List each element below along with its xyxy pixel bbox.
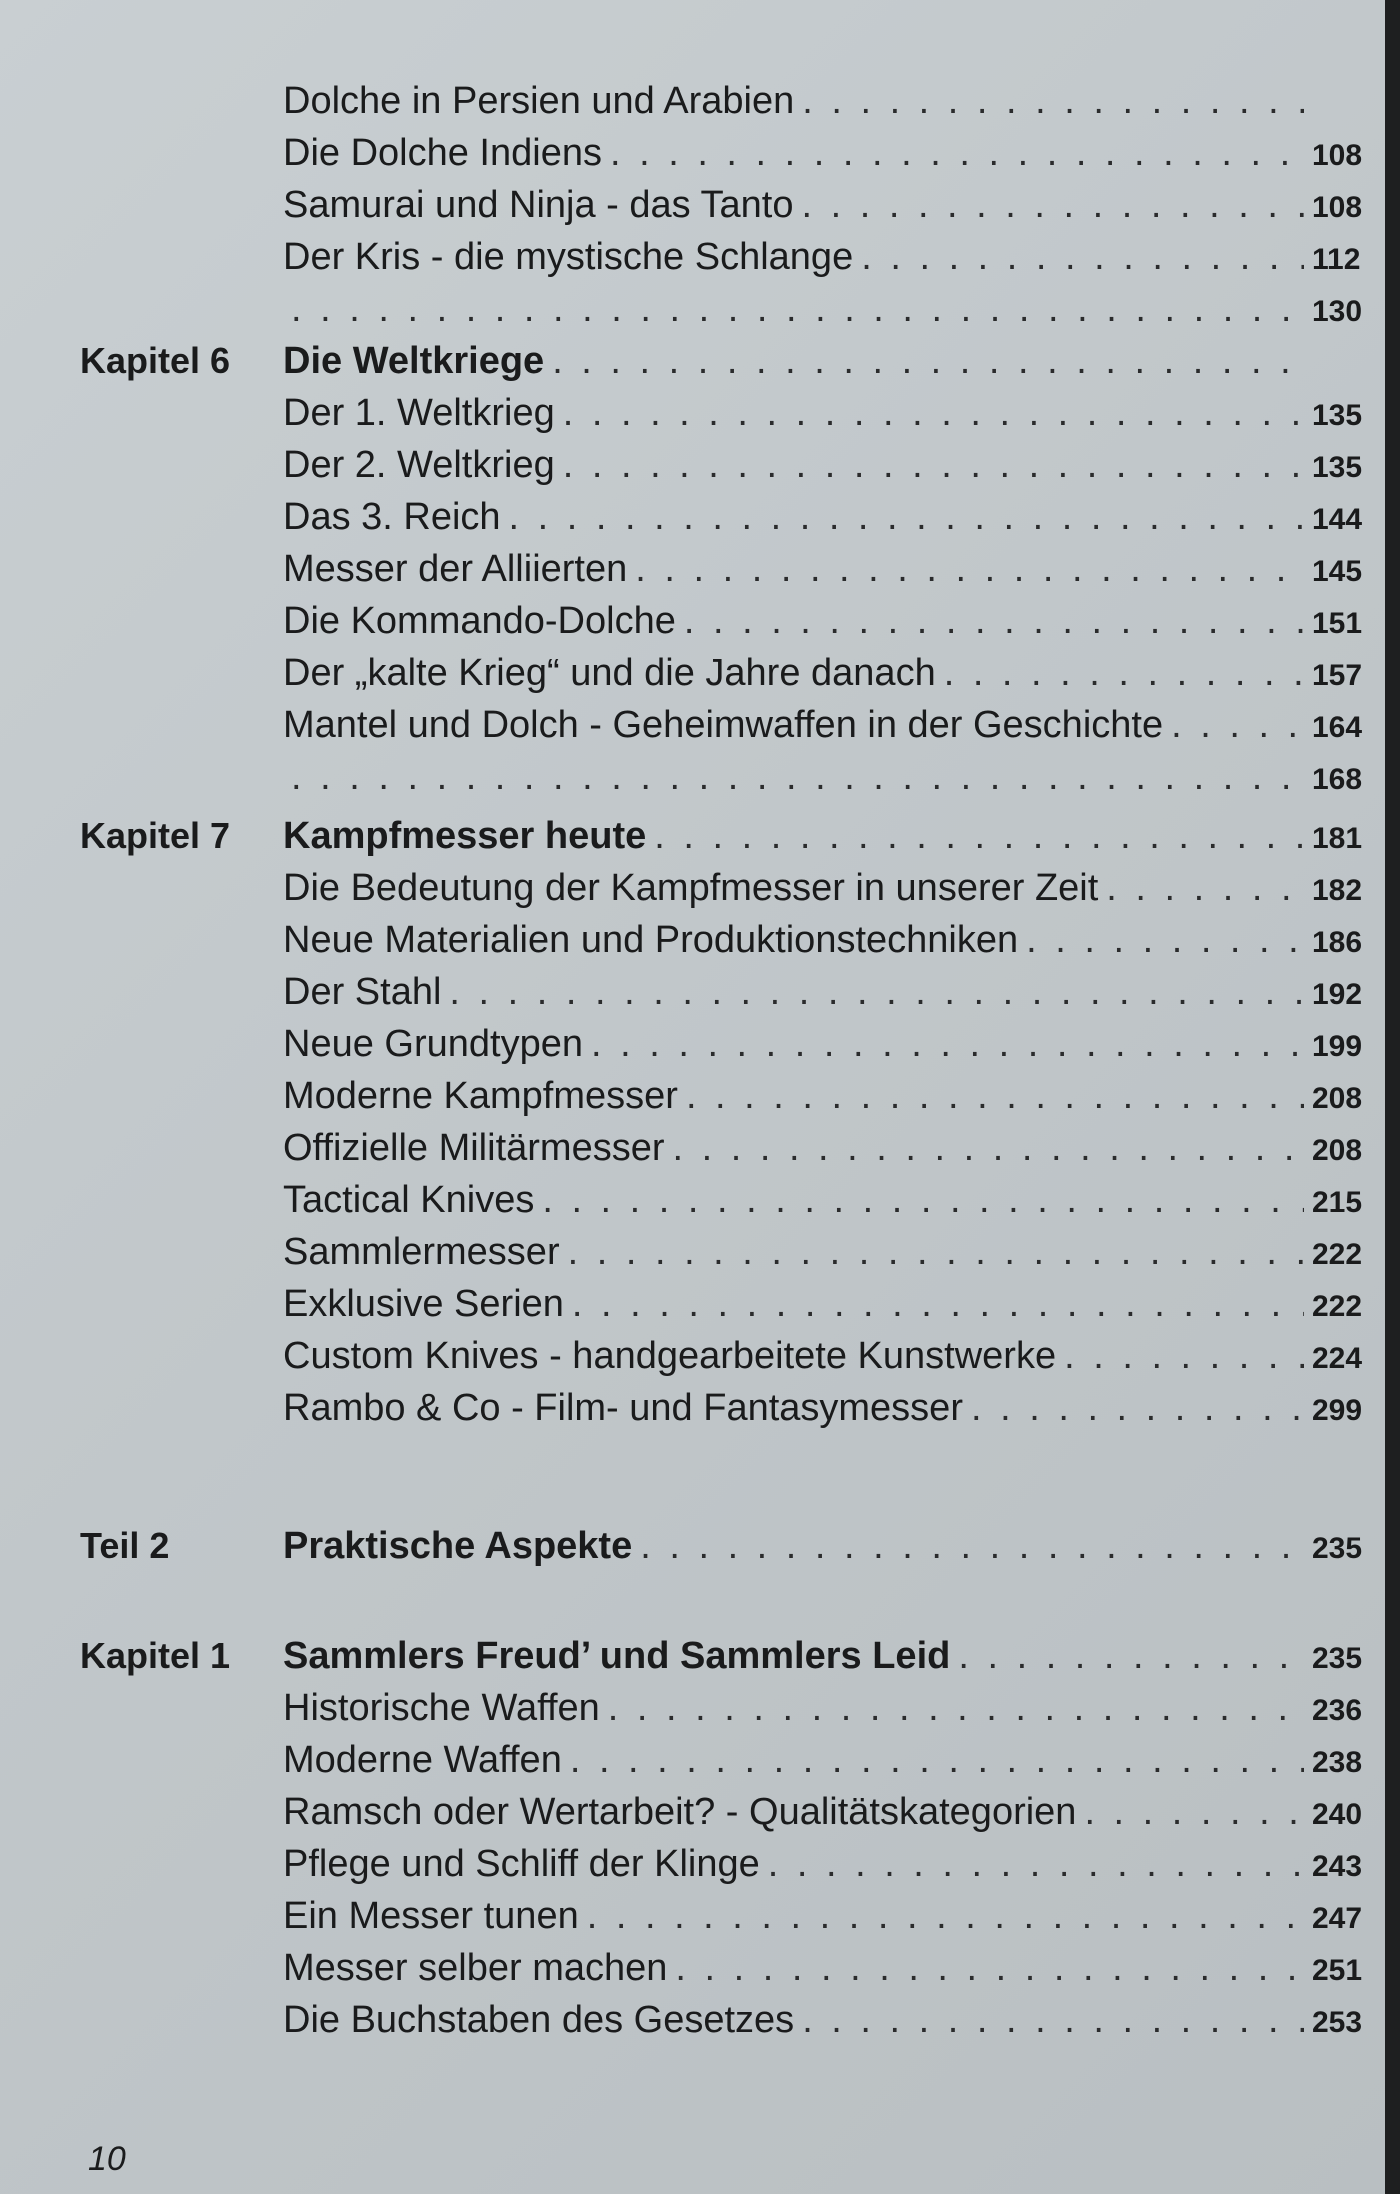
entry-line bbox=[283, 1226, 1363, 1281]
toc-entry bbox=[0, 1070, 1385, 1122]
chapter-label: Kapitel 7 bbox=[80, 815, 231, 856]
entry-page-number: 168 bbox=[1312, 763, 1363, 796]
entry-page-number: 199 bbox=[1312, 1030, 1363, 1063]
entry-page-number: 215 bbox=[1312, 1186, 1363, 1219]
entry-line bbox=[283, 1786, 1363, 1841]
dot-leader bbox=[672, 1122, 1304, 1174]
entry-title: Der Stahl bbox=[283, 971, 442, 1013]
toc-entry bbox=[0, 1786, 1385, 1838]
entry-line bbox=[283, 543, 1363, 598]
entry-line bbox=[283, 595, 1363, 650]
entry-page-number: 222 bbox=[1312, 1238, 1363, 1271]
entry-title: Die Bedeutung der Kampfmesser in unserer Zeit bbox=[283, 867, 1099, 909]
entry-title: Die Dolche Indiens bbox=[283, 132, 602, 174]
entry-line bbox=[283, 966, 1363, 1021]
toc-entry bbox=[0, 1226, 1385, 1278]
dot-leader bbox=[640, 1520, 1304, 1572]
dot-leader bbox=[591, 1018, 1304, 1070]
entry-line bbox=[283, 914, 1363, 969]
entry-line bbox=[283, 1838, 1363, 1893]
entry-line bbox=[283, 179, 1363, 234]
entry-line bbox=[283, 1330, 1363, 1385]
toc-entry bbox=[0, 966, 1385, 1018]
dot-leader bbox=[563, 387, 1304, 439]
entry-page-number: 145 bbox=[1312, 555, 1363, 588]
entry-title: Kampfmesser heute bbox=[283, 815, 647, 857]
dot-leader bbox=[608, 1682, 1304, 1734]
toc-entry bbox=[0, 810, 1385, 862]
entry-line bbox=[283, 1994, 1363, 2049]
entry-line bbox=[283, 75, 1360, 127]
entry-title: Dolche in Persien und Arabien bbox=[283, 80, 795, 122]
entry-title: Messer der Alliierten bbox=[283, 548, 628, 590]
entry-line bbox=[283, 283, 1363, 338]
toc-entry bbox=[0, 1734, 1385, 1786]
dot-leader bbox=[958, 1630, 1304, 1682]
page-number: 10 bbox=[88, 2140, 126, 2178]
dot-leader bbox=[1026, 914, 1304, 966]
entry-line bbox=[283, 1382, 1363, 1437]
entry-page-number: 192 bbox=[1312, 978, 1363, 1011]
dot-leader bbox=[802, 1994, 1304, 2046]
entry-title: Der „kalte Krieg“ und die Jahre danach bbox=[283, 652, 936, 694]
dot-leader bbox=[802, 75, 1304, 127]
entry-page-number: 108 bbox=[1312, 191, 1363, 224]
dot-leader bbox=[768, 1838, 1304, 1890]
dot-leader bbox=[563, 439, 1304, 491]
entry-line bbox=[283, 1174, 1363, 1229]
entry-title: Historische Waffen bbox=[283, 1687, 600, 1729]
entry-line bbox=[283, 862, 1363, 917]
entry-title: Das 3. Reich bbox=[283, 496, 501, 538]
entry-page-number: 236 bbox=[1312, 1694, 1363, 1727]
entry-page-number: 135 bbox=[1312, 399, 1363, 432]
entry-line bbox=[283, 1942, 1363, 1997]
toc-entry bbox=[0, 914, 1385, 966]
dot-leader bbox=[568, 1226, 1304, 1278]
entry-line bbox=[283, 439, 1363, 494]
dot-leader bbox=[686, 1070, 1304, 1122]
dot-leader bbox=[542, 1174, 1304, 1226]
entry-title: Der 2. Weltkrieg bbox=[283, 444, 555, 486]
dot-leader bbox=[291, 751, 1304, 803]
toc-entry bbox=[0, 1174, 1385, 1226]
toc-entry bbox=[0, 1630, 1385, 1682]
entry-page-number: 238 bbox=[1312, 1746, 1363, 1779]
entry-page-number: 235 bbox=[1312, 1532, 1363, 1565]
entry-title: Die Kommando-Dolche bbox=[283, 600, 676, 642]
toc-entry bbox=[0, 1838, 1385, 1890]
entry-title: Der 1. Weltkrieg bbox=[283, 392, 555, 434]
entry-page-number: 299 bbox=[1312, 1394, 1363, 1427]
entry-page-number: 235 bbox=[1312, 1642, 1363, 1675]
dot-leader bbox=[684, 595, 1304, 647]
entry-line bbox=[283, 810, 1363, 865]
entry-page-number: 164 bbox=[1312, 711, 1363, 744]
dot-leader bbox=[1084, 1786, 1304, 1838]
chapter-label: Kapitel 1 bbox=[80, 1635, 231, 1676]
entry-title: Moderne Kampfmesser bbox=[283, 1075, 678, 1117]
entry-title: Neue Grundtypen bbox=[283, 1023, 583, 1065]
entry-page-number: 251 bbox=[1312, 1954, 1363, 1987]
entry-title: Tactical Knives bbox=[283, 1179, 535, 1221]
entry-page-number: 135 bbox=[1312, 451, 1363, 484]
entry-title: Moderne Waffen bbox=[283, 1739, 562, 1781]
entry-page-number: 240 bbox=[1312, 1798, 1363, 1831]
dot-leader bbox=[1171, 699, 1304, 751]
dot-leader bbox=[509, 491, 1304, 543]
dot-leader bbox=[552, 335, 1304, 387]
entry-page-number: 144 bbox=[1312, 503, 1363, 536]
entry-title: Der Kris - die mystische Schlange bbox=[283, 236, 854, 278]
entry-page-number: 222 bbox=[1312, 1290, 1363, 1323]
entry-page-number: 224 bbox=[1312, 1342, 1363, 1375]
entry-title: Pflege und Schliff der Klinge bbox=[283, 1843, 760, 1885]
entry-page-number: 208 bbox=[1312, 1134, 1363, 1167]
entry-page-number: 243 bbox=[1312, 1850, 1363, 1883]
page-edge-shadow bbox=[1385, 0, 1400, 2194]
entry-line bbox=[283, 1682, 1363, 1737]
chapter-label: Teil 2 bbox=[80, 1525, 170, 1566]
entry-page-number: 208 bbox=[1312, 1082, 1363, 1115]
dot-leader bbox=[1064, 1330, 1304, 1382]
entry-page-number: 112 bbox=[1312, 243, 1361, 276]
dot-leader bbox=[675, 1942, 1304, 1994]
dot-leader bbox=[944, 647, 1304, 699]
entry-page-number: 130 bbox=[1312, 295, 1363, 328]
dot-leader bbox=[291, 283, 1304, 335]
entry-page-number: 157 bbox=[1312, 659, 1363, 692]
toc-entry bbox=[0, 1994, 1385, 2046]
toc-entry bbox=[0, 1278, 1385, 1330]
entry-line bbox=[283, 231, 1360, 286]
entry-line bbox=[283, 751, 1363, 806]
toc-entry bbox=[0, 699, 1385, 751]
toc-entry bbox=[0, 283, 1385, 335]
toc-entry bbox=[0, 1122, 1385, 1174]
toc-entry bbox=[0, 751, 1385, 803]
toc-entry bbox=[0, 1520, 1385, 1572]
toc-entry bbox=[0, 1330, 1385, 1382]
toc-entry bbox=[0, 647, 1385, 699]
entry-title: Sammlers Freud’ und Sammlers Leid bbox=[283, 1635, 951, 1677]
entry-title: Praktische Aspekte bbox=[283, 1525, 633, 1567]
toc-entry bbox=[0, 862, 1385, 914]
toc-entry bbox=[0, 439, 1385, 491]
entry-line bbox=[283, 1890, 1363, 1945]
entry-title: Rambo & Co - Film- und Fantasymesser bbox=[283, 1387, 963, 1429]
entry-title: Die Weltkriege bbox=[283, 340, 545, 382]
dot-leader bbox=[861, 231, 1304, 283]
dot-leader bbox=[801, 179, 1304, 231]
entry-title: Ein Messer tunen bbox=[283, 1895, 579, 1937]
entry-line bbox=[283, 1070, 1363, 1125]
dot-leader bbox=[635, 543, 1304, 595]
toc-entry bbox=[0, 179, 1385, 231]
entry-title: Neue Materialien und Produktionstechniken bbox=[283, 919, 1019, 961]
entry-title: Sammlermesser bbox=[283, 1231, 560, 1273]
entry-title: Mantel und Dolch - Geheimwaffen in der Geschichte bbox=[283, 704, 1164, 746]
entry-line bbox=[283, 335, 1360, 387]
entry-line bbox=[283, 1122, 1363, 1177]
toc-entry bbox=[0, 231, 1385, 283]
entry-line bbox=[283, 387, 1363, 442]
toc-entry bbox=[0, 1018, 1385, 1070]
entry-line bbox=[283, 647, 1363, 702]
dot-leader bbox=[654, 810, 1304, 862]
entry-title: Samurai und Ninja - das Tanto bbox=[283, 184, 794, 226]
entry-page-number: 181 bbox=[1312, 822, 1363, 855]
entry-line bbox=[283, 1734, 1363, 1789]
entry-page-number: 151 bbox=[1312, 607, 1363, 640]
dot-leader bbox=[610, 127, 1304, 179]
entry-line bbox=[283, 127, 1363, 182]
dot-leader bbox=[570, 1734, 1304, 1786]
toc-entry bbox=[0, 1942, 1385, 1994]
toc-entry bbox=[0, 335, 1385, 387]
entry-title: Ramsch oder Wertarbeit? - Qualitätskategorien bbox=[283, 1791, 1077, 1833]
toc-entry bbox=[0, 75, 1385, 127]
entry-line bbox=[283, 1018, 1363, 1073]
dot-leader bbox=[572, 1278, 1304, 1330]
entry-line bbox=[283, 1520, 1363, 1575]
entry-line bbox=[283, 1278, 1363, 1333]
toc-entry bbox=[0, 1682, 1385, 1734]
entry-page-number: 247 bbox=[1312, 1902, 1363, 1935]
toc-entry bbox=[0, 543, 1385, 595]
toc-entry bbox=[0, 491, 1385, 543]
entry-page-number: 253 bbox=[1312, 2006, 1363, 2039]
dot-leader bbox=[971, 1382, 1304, 1434]
entry-page-number: 186 bbox=[1312, 926, 1363, 959]
entry-title: Exklusive Serien bbox=[283, 1283, 564, 1325]
entry-title: Custom Knives - handgearbeitete Kunstwerke bbox=[283, 1335, 1057, 1377]
toc-entry bbox=[0, 595, 1385, 647]
entry-line bbox=[283, 699, 1363, 754]
toc-entry bbox=[0, 1890, 1385, 1942]
entry-title: Die Buchstaben des Gesetzes bbox=[283, 1999, 795, 2041]
toc-entry bbox=[0, 1382, 1385, 1434]
dot-leader bbox=[1106, 862, 1304, 914]
dot-leader bbox=[449, 966, 1304, 1018]
entry-title: Offizielle Militärmesser bbox=[283, 1127, 665, 1169]
entry-page-number: 108 bbox=[1312, 139, 1363, 172]
entry-page-number: 182 bbox=[1312, 874, 1363, 907]
toc-entry bbox=[0, 127, 1385, 179]
toc-entry bbox=[0, 387, 1385, 439]
dot-leader bbox=[587, 1890, 1304, 1942]
entry-line bbox=[283, 491, 1363, 546]
entry-line bbox=[283, 1630, 1363, 1685]
chapter-label: Kapitel 6 bbox=[80, 340, 231, 381]
entry-title: Messer selber machen bbox=[283, 1947, 668, 1989]
